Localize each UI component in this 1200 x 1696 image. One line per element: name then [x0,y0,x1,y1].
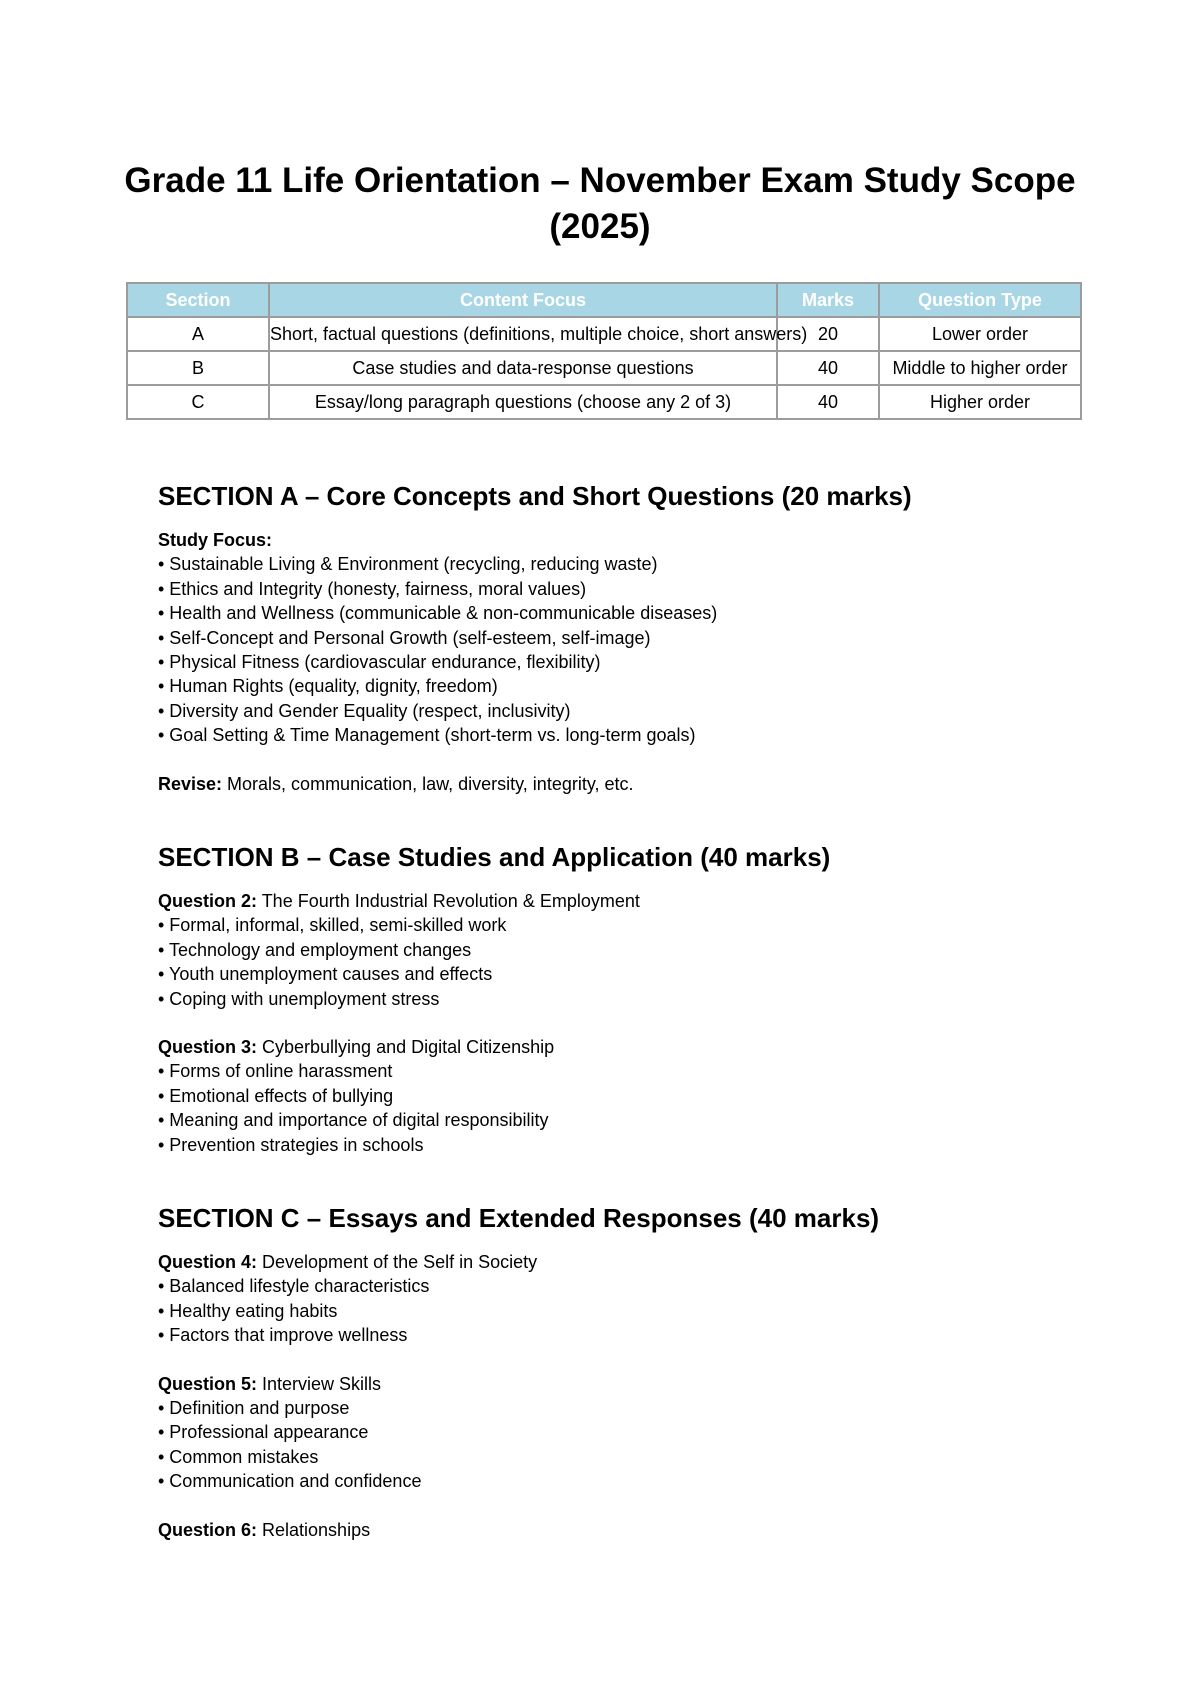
table-header-row [127,283,1081,317]
question-topic: Cyberbullying and Digital Citizenship [257,1037,555,1058]
list-item: • Technology and employment changes [158,939,472,960]
section-a-heading: SECTION A – Core Concepts and Short Questions (20 marks) [158,481,912,511]
list-item: • Professional appearance [158,1422,369,1443]
revise-line [158,772,717,796]
list-item: • Human Rights (equality, dignity, freedom) [158,676,498,697]
list-item: • Health and Wellness (communicable & non-communicable diseases) [158,603,718,624]
table-cell: Higher order [879,385,1081,419]
list-item: • Balanced lifestyle characteristics [158,1276,430,1297]
question-label: Question 5: [158,1373,258,1394]
question-topic: Development of the Self in Society [257,1252,538,1272]
question-line [158,1250,537,1274]
list-item: • Communication and confidence [158,1471,422,1492]
question-label: Question 2: [158,891,258,911]
table-header-cell: Question Type [879,283,1081,317]
question-line [158,1372,537,1396]
overview-table [126,282,1082,420]
list-item: • Coping with unemployment stress [158,988,440,1009]
table-cell: 20 [777,317,879,351]
table-cell: Lower order [879,317,1081,351]
table-header-cell: Marks [777,283,879,317]
question-topic: Relationships [257,1519,371,1540]
section-a-body [158,528,717,796]
table-cell: Middle to higher order [879,351,1081,385]
question-label: Question 4: [158,1252,258,1272]
table-row [127,385,1081,419]
table-cell: C [127,385,269,419]
revise-text: Morals, communication, law, diversity, integrity, etc. [222,773,634,794]
table-cell: 40 [777,351,879,385]
question-line [158,889,640,913]
list-item: • Forms of online harassment [158,1061,393,1082]
question-line [158,1035,640,1059]
section-c-heading: SECTION C – Essays and Extended Responses (40 marks) [158,1203,880,1233]
revise-label: Revise: [158,773,223,794]
list-item: • Prevention strategies in schools [158,1134,424,1155]
question-label: Question 3: [158,1037,258,1058]
list-item: • Diversity and Gender Equality (respect, inclusivity) [158,700,571,721]
table-header-cell: Content Focus [269,283,777,317]
list-item: • Self-Concept and Personal Growth (self-esteem, self-image) [158,627,651,648]
section-c-body [158,1250,537,1542]
table-cell: A [127,317,269,351]
question-topic: The Fourth Industrial Revolution & Employment [257,891,640,911]
list-item: • Factors that improve wellness [158,1325,408,1346]
list-item: • Healthy eating habits [158,1300,338,1321]
table-cell: Essay/long paragraph questions (choose any 2 of 3) [269,385,777,419]
page-title: Grade 11 Life Orientation – November Exam Study Scope (2025) [124,161,1076,246]
table-row [127,351,1081,385]
question-line [158,1518,537,1542]
list-item: • Meaning and importance of digital responsibility [158,1110,549,1131]
table-cell: Short, factual questions (definitions, multiple choice, short answers) [269,317,777,351]
list-item: • Common mistakes [158,1446,319,1467]
table-cell: Case studies and data-response questions [269,351,777,385]
table-header-cell: Section [127,283,269,317]
table-row [127,317,1081,351]
section-b-heading: SECTION B – Case Studies and Application (40 marks) [158,842,831,872]
list-item: • Ethics and Integrity (honesty, fairness, moral values) [158,578,587,599]
list-item: • Definition and purpose [158,1398,350,1419]
list-item: • Formal, informal, skilled, semi-skilled work [158,915,507,936]
table-cell: B [127,351,269,385]
table-cell: 40 [777,385,879,419]
list-item: • Sustainable Living & Environment (recycling, reducing waste) [158,554,658,575]
list-item: • Youth unemployment causes and effects [158,964,493,985]
list-item: • Emotional effects of bullying [158,1085,394,1106]
study-focus-label: Study Focus: [158,530,273,550]
question-label: Question 6: [158,1519,258,1540]
section-b-body [158,889,640,1157]
list-item: • Goal Setting & Time Management (short-term vs. long-term goals) [158,725,696,746]
question-topic: Interview Skills [257,1373,382,1394]
list-item: • Physical Fitness (cardiovascular endurance, flexibility) [158,652,601,673]
